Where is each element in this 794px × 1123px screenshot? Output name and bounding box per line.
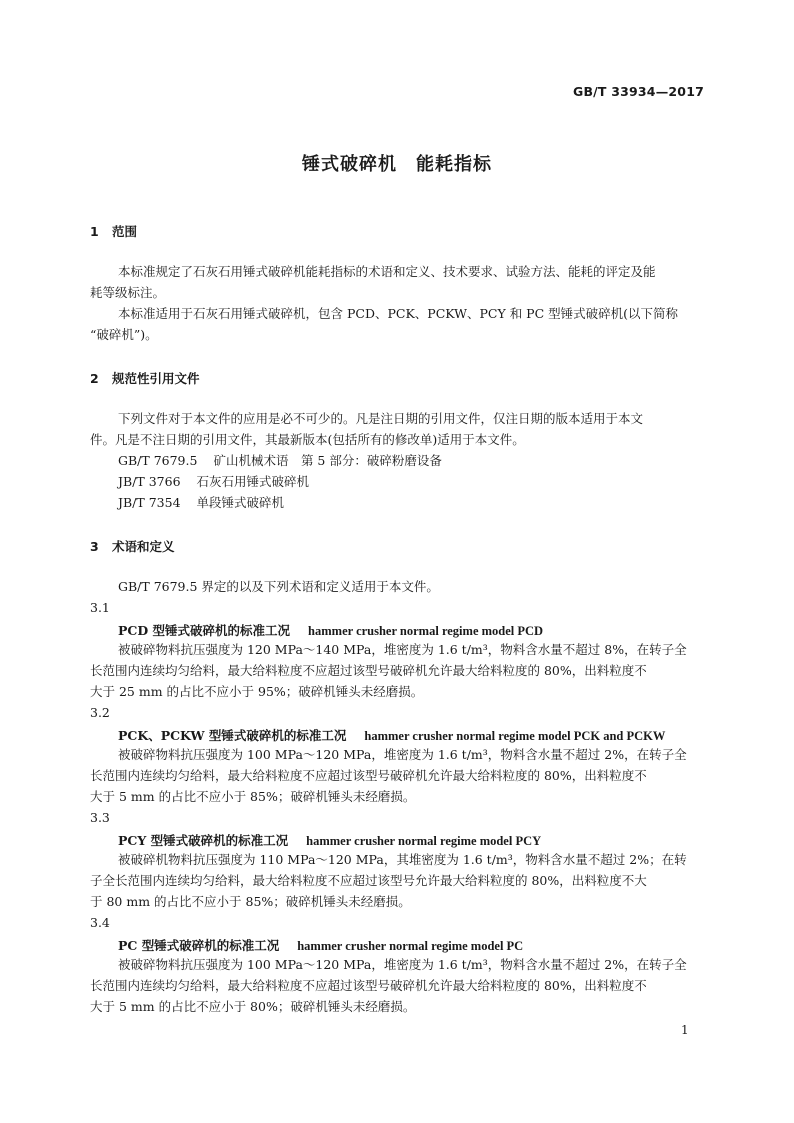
reference-code: GB/T 7679.5	[118, 453, 198, 468]
term-title	[118, 831, 541, 849]
term-title-cn: PCY 型锤式破碎机的标准工况	[118, 833, 289, 848]
term-definition-line: 被破碎物料抗压强度为 120 MPa～140 MPa，堆密度为 1.6 t/m³，物料含水量不超过 8%，在转子全	[118, 642, 687, 657]
section-number: 2	[90, 371, 99, 386]
term-definition-line: 大于 5 mm 的占比不应小于 85%；破碎机锤头未经磨损。	[90, 789, 416, 804]
term-number: 3.2	[90, 705, 110, 720]
term-title	[118, 621, 543, 639]
section-title: 术语和定义	[112, 539, 175, 554]
reference-name: 石灰石用锤式破碎机	[196, 474, 310, 489]
term-title-en: hammer crusher normal regime model PC	[297, 939, 524, 953]
term-title-en: hammer crusher normal regime model PCK and PCKW	[364, 729, 666, 743]
term-definition-line: 被破碎机物料抗压强度为 110 MPa～120 MPa，其堆密度为 1.6 t/m³，物料含水量不超过 2%；在转	[118, 852, 687, 867]
term-definition-line: 长范围内连续均匀给料，最大给料粒度不应超过该型号破碎机允许最大给料粒度的 80%，出料粒度不	[90, 768, 647, 783]
term-definition-line: 被破碎物料抗压强度为 100 MPa～120 MPa，堆密度为 1.6 t/m³，物料含水量不超过 2%，在转子全	[118, 957, 687, 972]
term-definition-line: 大于 25 mm 的占比不应小于 95%；破碎机锤头未经磨损。	[90, 684, 424, 699]
term-title-en: hammer crusher normal regime model PCY	[306, 834, 542, 848]
reference-item	[118, 453, 442, 469]
term-definition-line: 于 80 mm 的占比不应小于 85%；破碎机锤头未经磨损。	[90, 894, 411, 909]
section-3-heading	[90, 537, 175, 555]
refs-intro-line-1: 下列文件对于本文件的应用是必不可少的。凡是注日期的引用文件，仅注日期的版本适用于本文	[118, 411, 644, 426]
term-number: 3.3	[90, 810, 110, 825]
refs-intro-line-2: 件。凡是不注日期的引用文件，其最新版本(包括所有的修改单)适用于本文件。	[90, 432, 525, 447]
scope-paragraph-2-line-1: 本标准适用于石灰石用锤式破碎机，包含 PCD、PCK、PCKW、PCY 和 PC 型锤式破碎机(以下简称	[118, 306, 678, 321]
section-number: 1	[90, 224, 99, 239]
reference-name: 单段锤式破碎机	[196, 495, 285, 510]
section-number: 3	[90, 539, 99, 554]
scope-paragraph-1-line-1: 本标准规定了石灰石用锤式破碎机能耗指标的术语和定义、技术要求、试验方法、能耗的评定及能	[118, 264, 656, 279]
term-title	[118, 936, 523, 954]
term-definition-line: 被破碎物料抗压强度为 100 MPa～120 MPa，堆密度为 1.6 t/m³，物料含水量不超过 2%，在转子全	[118, 747, 687, 762]
document-title: 锤式破碎机 能耗指标	[302, 154, 492, 175]
section-title: 范围	[112, 224, 138, 239]
scope-paragraph-1-line-2: 耗等级标注。	[90, 285, 166, 300]
term-definition-line: 子全长范围内连续均匀给料，最大给料粒度不应超过该型号允许最大给料粒度的 80%，出料粒度不大	[90, 873, 647, 888]
term-title-cn: PCK、PCKW 型锤式破碎机的标准工况	[118, 728, 347, 743]
standard-code: GB/T 33934—2017	[572, 84, 704, 99]
term-title-en: hammer crusher normal regime model PCD	[308, 624, 544, 638]
scope-paragraph-2-line-2: “破碎机”)。	[90, 327, 158, 342]
term-definition-line: 长范围内连续均匀给料，最大给料粒度不应超过该型号破碎机允许最大给料粒度的 80%，出料粒度不	[90, 663, 647, 678]
term-definition-line: 大于 5 mm 的占比不应小于 80%；破碎机锤头未经磨损。	[90, 999, 416, 1014]
page-number: 1	[681, 1023, 689, 1037]
term-number: 3.1	[90, 600, 110, 615]
term-definition-line: 长范围内连续均匀给料，最大给料粒度不应超过该型号破碎机允许最大给料粒度的 80%，出料粒度不	[90, 978, 647, 993]
reference-code: JB/T 7354	[118, 495, 181, 510]
reference-item	[118, 474, 309, 490]
term-title-cn: PCD 型锤式破碎机的标准工况	[118, 623, 291, 638]
reference-item	[118, 495, 284, 511]
section-2-heading	[90, 369, 200, 387]
term-title	[118, 726, 665, 744]
reference-name: 矿山机械术语 第 5 部分：破碎粉磨设备	[213, 453, 442, 468]
term-number: 3.4	[90, 915, 110, 930]
section-1-heading	[90, 222, 137, 240]
term-title-cn: PC 型锤式破碎机的标准工况	[118, 938, 280, 953]
terms-intro: GB/T 7679.5 界定的以及下列术语和定义适用于本文件。	[118, 579, 439, 594]
section-title: 规范性引用文件	[112, 371, 200, 386]
reference-code: JB/T 3766	[118, 474, 181, 489]
